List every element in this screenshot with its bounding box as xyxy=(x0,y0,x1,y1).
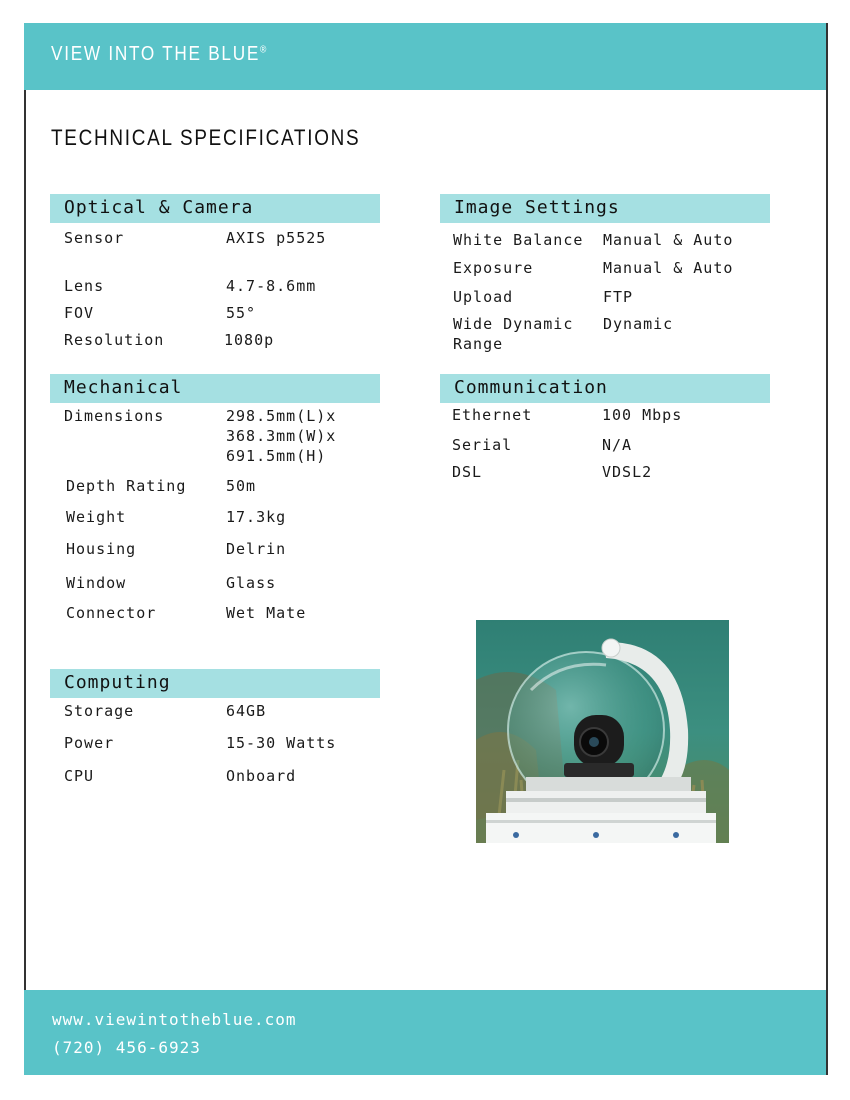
spec-value-dimensions-width: 368.3mm(W)x xyxy=(226,427,337,445)
spec-label-housing: Housing xyxy=(66,540,137,558)
spec-label-resolution: Resolution xyxy=(64,331,165,349)
spec-label-weight: Weight xyxy=(66,508,127,526)
spec-value-fov: 55° xyxy=(226,304,257,322)
section-header-image-settings: Image Settings xyxy=(440,194,770,223)
spec-label-ethernet: Ethernet xyxy=(452,406,533,424)
spec-value-dimensions-length: 298.5mm(L)x xyxy=(226,407,337,425)
spec-label-upload: Upload xyxy=(453,288,514,306)
spec-value-weight: 17.3kg xyxy=(226,508,287,526)
spec-label-exposure: Exposure xyxy=(453,259,534,277)
spec-value-exposure: Manual & Auto xyxy=(603,259,734,277)
spec-label-fov: FOV xyxy=(64,304,95,322)
spec-label-depth-rating: Depth Rating xyxy=(66,477,187,495)
section-header-communication: Communication xyxy=(440,374,770,403)
spec-label-storage: Storage xyxy=(64,702,135,720)
spec-value-lens: 4.7-8.6mm xyxy=(226,277,317,295)
spec-label-cpu: CPU xyxy=(64,767,95,785)
spec-value-connector: Wet Mate xyxy=(226,604,307,622)
spec-label-connector: Connector xyxy=(66,604,157,622)
brand-title: VIEW INTO THE BLUE® xyxy=(51,43,267,65)
spec-value-ethernet: 100 Mbps xyxy=(602,406,683,424)
spec-value-cpu: Onboard xyxy=(226,767,297,785)
spec-value-depth-rating: 50m xyxy=(226,477,257,495)
section-header-computing: Computing xyxy=(50,669,380,698)
page-frame xyxy=(24,23,828,1075)
product-photo xyxy=(476,620,729,843)
spec-value-power: 15-30 Watts xyxy=(226,734,337,752)
spec-value-serial: N/A xyxy=(602,436,633,454)
spec-label-lens: Lens xyxy=(64,277,105,295)
header-band xyxy=(24,23,826,90)
footer-website: www.viewintotheblue.com xyxy=(52,1010,297,1029)
section-header-mechanical: Mechanical xyxy=(50,374,380,403)
spec-value-wdr: Dynamic xyxy=(603,315,674,333)
spec-label-power: Power xyxy=(64,734,115,752)
page-title: TECHNICAL SPECIFICATIONS xyxy=(51,125,361,150)
spec-value-white-balance: Manual & Auto xyxy=(603,231,734,249)
spec-label-wdr-line1: Wide Dynamic xyxy=(453,315,574,333)
spec-value-dsl: VDSL2 xyxy=(602,463,653,481)
spec-label-dsl: DSL xyxy=(452,463,483,481)
spec-value-sensor: AXIS p5525 xyxy=(226,229,327,247)
spec-label-window: Window xyxy=(66,574,127,592)
spec-value-storage: 64GB xyxy=(226,702,267,720)
spec-sheet-page xyxy=(24,23,826,1075)
spec-value-housing: Delrin xyxy=(226,540,287,558)
footer-phone: (720) 456-6923 xyxy=(52,1038,201,1057)
registered-mark: ® xyxy=(260,44,267,56)
spec-label-white-balance: White Balance xyxy=(453,231,584,249)
spec-label-wdr-line2: Range xyxy=(453,335,504,353)
spec-label-sensor: Sensor xyxy=(64,229,125,247)
spec-label-serial: Serial xyxy=(452,436,513,454)
spec-value-window: Glass xyxy=(226,574,277,592)
section-header-optical-camera: Optical & Camera xyxy=(50,194,380,223)
spec-value-upload: FTP xyxy=(603,288,634,306)
spec-value-dimensions-height: 691.5mm(H) xyxy=(226,447,327,465)
spec-value-resolution: 1080p xyxy=(224,331,275,349)
spec-label-dimensions: Dimensions xyxy=(64,407,165,425)
footer-band xyxy=(24,990,826,1075)
